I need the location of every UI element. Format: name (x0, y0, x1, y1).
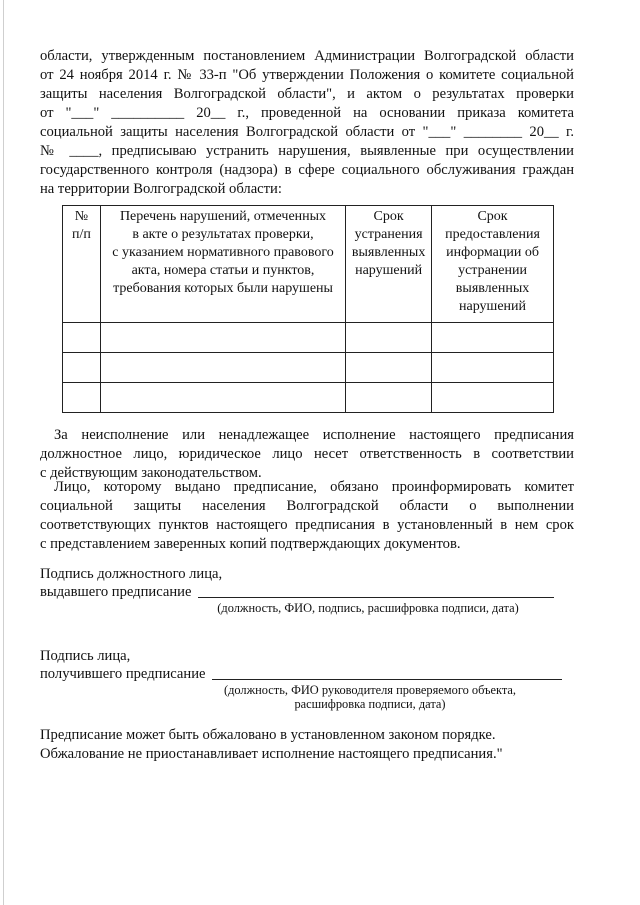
official-signature-label-2: выдавшего предписание (40, 584, 192, 600)
header-report-deadline: Срок предоставления информации об устранении выявленных нарушений (432, 206, 554, 323)
appeal-line: Предписание может быть обжаловано в установленном законом порядке. (40, 727, 496, 743)
table-cell[interactable] (63, 323, 101, 353)
intro-line: от "___" __________ 20__ г., проведенной на основании приказа комитета (40, 105, 574, 121)
intro-paragraph (40, 47, 574, 199)
table-cell[interactable] (432, 323, 554, 353)
recipient-signature-hint-1: (должность, ФИО руководителя проверяемого объекта, (223, 683, 517, 697)
intro-line: социальной защиты населения Волгоградской области от "___" ________ 20__ г. (40, 124, 574, 140)
header-violations-list: Перечень нарушений, отмеченных в акте о результатах проверки, с указанием нормативного правового акта, номера статьи и пунктов, требования которых были нарушены (100, 206, 345, 323)
table-cell[interactable] (100, 383, 345, 413)
table-cell[interactable] (432, 353, 554, 383)
intro-line: от 24 ноября 2014 г. № 33-п "Об утверждении Положения о комитете социальной (40, 67, 574, 83)
recipient-signature-hint-2: расшифровка подписи, дата) (294, 697, 446, 711)
table-row (63, 353, 554, 383)
liability-line: За неисполнение или ненадлежащее исполнение настоящего предписания (54, 427, 574, 443)
header-number: № п/п (63, 206, 101, 323)
liability-line: с действующим законодательством. (40, 465, 262, 481)
intro-line: № ____, предписываю устранить нарушения, выявленные при осуществлении (40, 143, 574, 159)
table-cell[interactable] (432, 383, 554, 413)
table-cell[interactable] (63, 383, 101, 413)
table-cell[interactable] (100, 323, 345, 353)
intro-line: на территории Волгоградской области: (40, 181, 282, 197)
table-row (63, 323, 554, 353)
inform-paragraph (40, 478, 574, 554)
violations-table (62, 205, 554, 413)
table-row (63, 383, 554, 413)
intro-line: государственного контроля (надзора) в сфере социального обслуживания граждан (40, 162, 574, 178)
table-cell[interactable] (346, 383, 432, 413)
table-cell[interactable] (346, 353, 432, 383)
table-cell[interactable] (63, 353, 101, 383)
page-scan-edge (3, 0, 4, 905)
intro-line: защиты населения Волгоградской области", и актом о результатах проверки (40, 86, 574, 102)
recipient-signature-line[interactable] (212, 679, 562, 680)
header-fix-deadline: Срок устранения выявленных нарушений (346, 206, 432, 323)
official-signature-hint: (должность, ФИО, подпись, расшифровка подписи, дата) (217, 601, 519, 615)
intro-line: области, утвержденным постановлением Администрации Волгоградской области (40, 48, 574, 64)
official-signature-label-1: Подпись должностного лица, (40, 566, 223, 582)
table-header-row (63, 206, 554, 323)
recipient-signature-label-1: Подпись лица, (40, 648, 131, 664)
official-signature-line[interactable] (198, 597, 554, 598)
inform-line: социальной защиты населения Волгоградской области о выполнении (40, 498, 574, 514)
liability-paragraph (40, 426, 574, 483)
inform-line: Лицо, которому выдано предписание, обязано проинформировать комитет (54, 479, 574, 495)
table-cell[interactable] (100, 353, 345, 383)
appeal-line: Обжалование не приостанавливает исполнение настоящего предписания." (40, 746, 503, 762)
inform-line: соответствующих пунктов настоящего предписания в установленный в нем срок (40, 517, 574, 533)
table-cell[interactable] (346, 323, 432, 353)
liability-line: должностное лицо, юридическое лицо несет ответственность в соответствии (40, 446, 574, 462)
inform-line: с представлением заверенных копий подтверждающих документов. (40, 536, 461, 552)
recipient-signature-label-2: получившего предписание (40, 666, 206, 682)
